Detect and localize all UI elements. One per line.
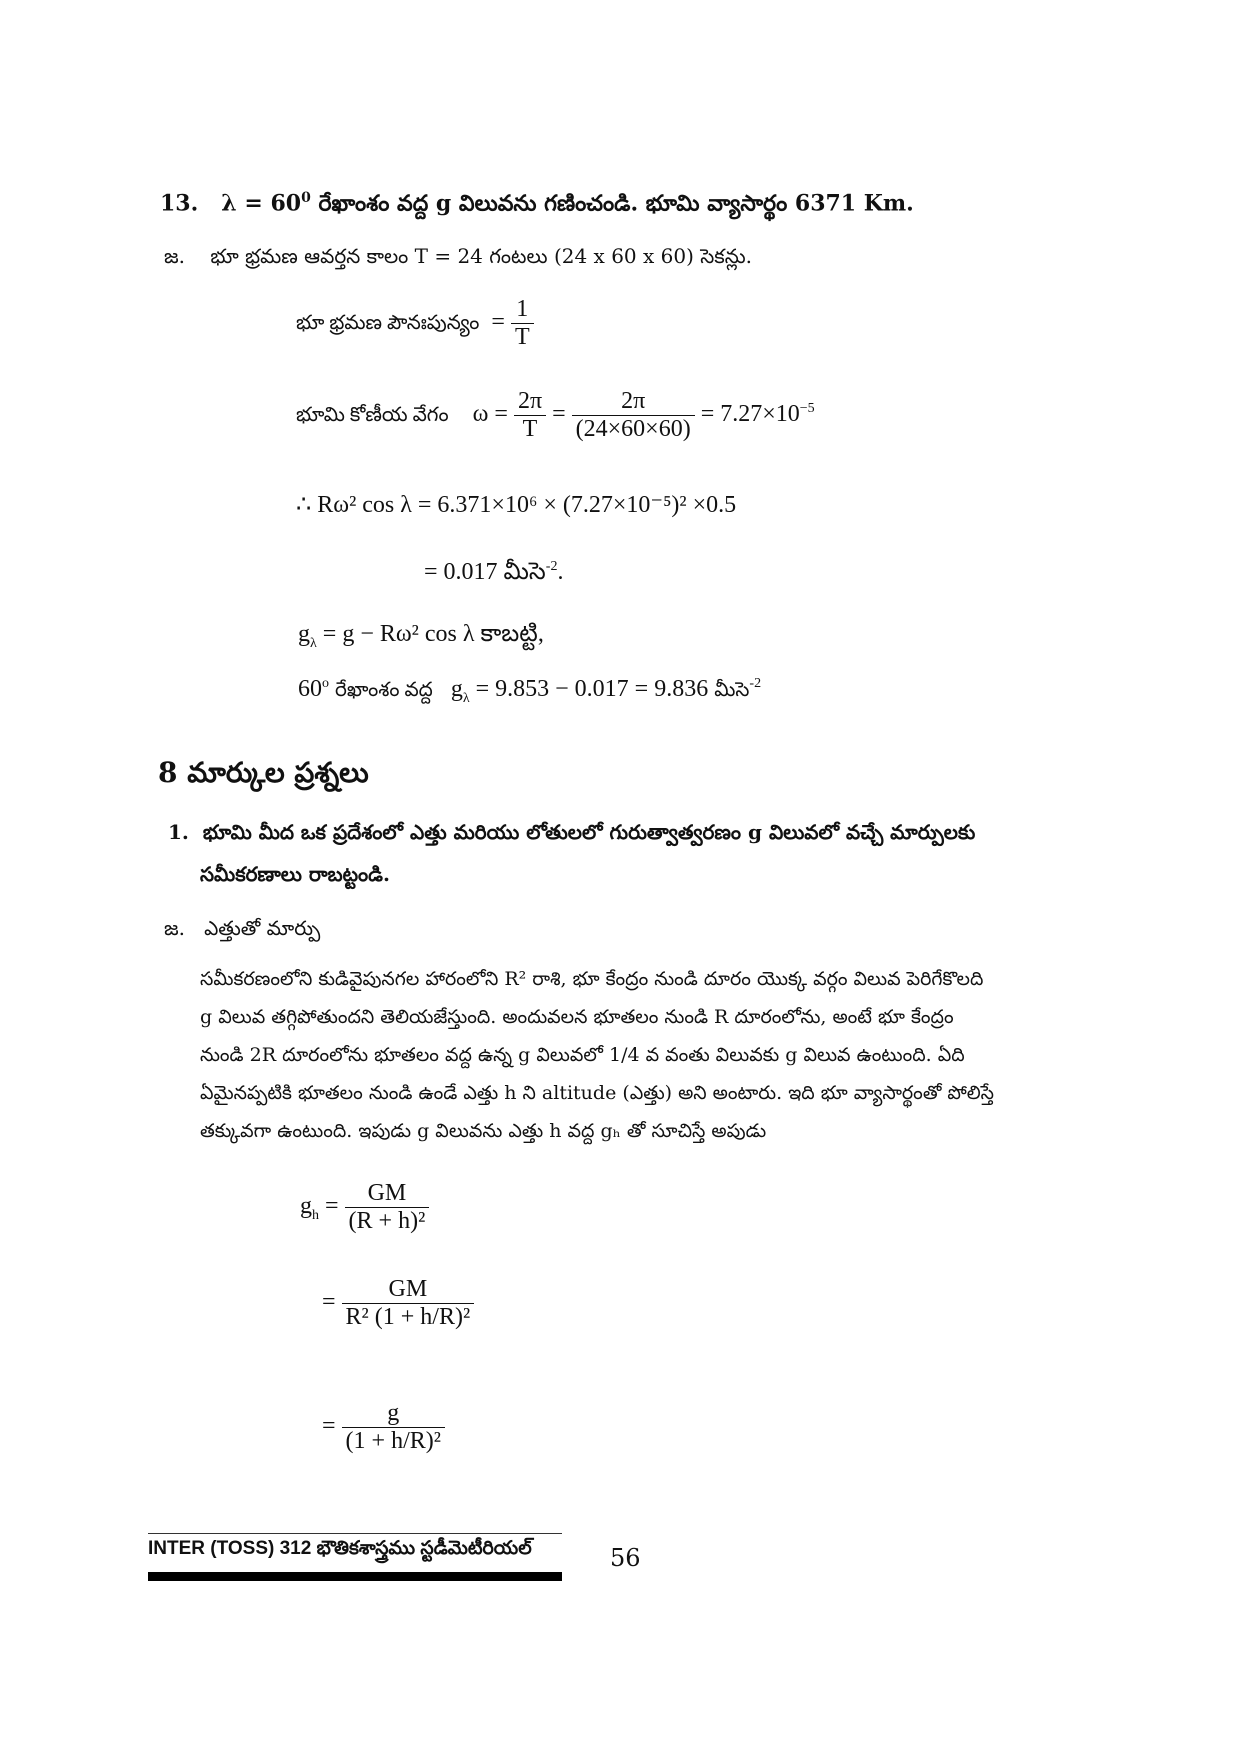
g-symbol: g bbox=[298, 621, 310, 647]
fraction-numerator: 1 bbox=[511, 296, 534, 324]
degree-superscript: 0 bbox=[301, 190, 311, 206]
paragraph-line: తక్కువగా ఉంటుంది. ఇపుడు g విలువను ఎత్తు h వద్ద gₕ తో సూచిస్తే అపుడు bbox=[200, 1120, 767, 1142]
omega-lhs: ω = bbox=[472, 401, 508, 428]
fraction-numerator: g bbox=[342, 1400, 445, 1428]
intro-text: భూ భ్రమణ ఆవర్తన కాలం T = 24 గంటలు (24 x 60 x 60) సెకన్లు. bbox=[210, 244, 753, 268]
omega-exponent: −5 bbox=[799, 401, 815, 417]
h-subscript: h bbox=[312, 1207, 319, 1223]
angular-velocity-equation: భూమి కోణీయ వేగం ω = $\frac{2\pi}{T}$ = $\frac{2\pi}{(24\times 60\times 60)}$ = $7.27\times 10^{-5}$ bbox=[296, 388, 815, 442]
answer-label: జ. bbox=[164, 244, 185, 268]
gh-fraction-1 bbox=[345, 1180, 430, 1235]
omega-label: భూమి కోణీయ వేగం bbox=[296, 404, 449, 427]
equals-sign: = bbox=[325, 1193, 339, 1220]
fraction-numerator: 2π bbox=[514, 388, 546, 416]
g-symbol: g bbox=[300, 1193, 312, 1220]
question-13 bbox=[160, 190, 914, 221]
question-1 bbox=[168, 820, 1098, 849]
degree-superscript: o bbox=[322, 676, 329, 691]
frequency-fraction bbox=[511, 296, 534, 351]
fraction-numerator: GM bbox=[342, 1276, 475, 1304]
centripetal-result bbox=[424, 558, 563, 591]
fraction-denominator: R² (1 + h/R)² bbox=[345, 1304, 471, 1330]
question-text-line1: భూమి మీద ఒక ప్రదేశంలో ఎత్తు మరియు లోతులలో గురుత్వాత్వరణం g విలువలో వచ్చే మార్పులకు bbox=[202, 820, 976, 844]
result-end: . bbox=[557, 559, 564, 585]
answer-1-heading bbox=[164, 916, 320, 945]
gh-equation-1 bbox=[300, 1180, 429, 1235]
gh-equation-2 bbox=[322, 1276, 474, 1331]
gh-equation-3 bbox=[322, 1400, 445, 1455]
answer-13-intro bbox=[164, 244, 752, 273]
result-exponent: -2 bbox=[545, 559, 558, 574]
centripetal-equation: ∴ Rω² cos λ = 6.371×10⁶ × (7.27×10⁻⁵)² ×0.5 bbox=[296, 492, 737, 518]
g-symbol: g bbox=[450, 676, 463, 702]
answer-paragraph bbox=[200, 960, 1100, 1150]
page-number: 56 bbox=[610, 1544, 641, 1572]
unit-exponent: -2 bbox=[749, 676, 762, 691]
question-number: 13. bbox=[160, 190, 199, 217]
answer-label: జ. bbox=[164, 916, 185, 940]
g-lambda-equation bbox=[298, 620, 544, 653]
fraction-denominator: T bbox=[514, 324, 530, 350]
g-lambda-rest: = g − Rω² cos λ కాబట్టి, bbox=[322, 621, 544, 647]
section-heading: 8 మార్కుల ప్రశ్నలు bbox=[158, 756, 369, 789]
latitude-label: రేఖాంశం వద్ద bbox=[335, 679, 433, 701]
question-text: రేఖాంశం వద్ద g విలువను గణించండి. భూమి వ్యాసార్థం 6371 Km. bbox=[318, 190, 914, 217]
fraction-numerator: 2π bbox=[572, 388, 695, 416]
footer-rule-thin bbox=[148, 1533, 562, 1534]
frequency-equation: భూ భ్రమణ పౌనఃపున్యం = $\frac{1}{T}$ bbox=[296, 296, 534, 351]
fraction-denominator: (24×60×60) bbox=[575, 416, 691, 442]
gh-fraction-2 bbox=[342, 1276, 475, 1331]
fraction-denominator: (1 + h/R)² bbox=[345, 1428, 441, 1454]
lambda-subscript: λ bbox=[462, 690, 470, 706]
fraction-denominator: (R + h)² bbox=[348, 1208, 426, 1234]
omega-fraction-2 bbox=[572, 388, 695, 443]
paragraph-line: ఏమైనప్పటికి భూతలం నుండి ఉండే ఎత్తు h ని altitude (ఎత్తు) అని అంటారు. ఇది భూ వ్యాసార్థంతో పోలిస్తే bbox=[200, 1082, 995, 1104]
paragraph-line: g విలువ తగ్గిపోతుందని తెలియజేస్తుంది. అందువలన భూతలం నుండి R దూరంలోను, అంటే భూ కేంద్రం bbox=[200, 1006, 954, 1028]
footer-rule-thick bbox=[148, 1572, 562, 1581]
result-text: = 0.017 మీసె bbox=[424, 559, 546, 585]
fraction-denominator: T bbox=[522, 416, 538, 442]
lambda-subscript: λ bbox=[310, 635, 317, 651]
omega-fraction-1 bbox=[514, 388, 546, 443]
question-1-line2: సమీకరణాలు రాబట్టండి. bbox=[200, 862, 390, 886]
fraction-numerator: GM bbox=[345, 1180, 430, 1208]
answer-subheading: ఎత్తుతో మార్పు bbox=[204, 916, 321, 940]
latitude-value: 60 bbox=[298, 676, 322, 702]
gh-fraction-3 bbox=[342, 1400, 445, 1455]
equals-sign: = bbox=[322, 1413, 336, 1440]
final-result bbox=[298, 676, 761, 707]
final-calculation: = 9.853 − 0.017 = 9.836 bbox=[475, 676, 709, 702]
lambda-equation: λ = 60 bbox=[221, 190, 302, 217]
unit-label: మీసె bbox=[714, 679, 750, 701]
omega-result: = 7.27×10 bbox=[700, 401, 800, 428]
paragraph-line: సమీకరణంలోని కుడివైపునగల హారంలోని R² రాశి, భూ కేంద్రం నుండి దూరం యొక్క వర్గం విలువ పెరిగేకొలది bbox=[200, 968, 984, 990]
footer-title: INTER (TOSS) 312 భౌతికశాస్త్రము స్టడీమెటీరియల్ bbox=[148, 1538, 532, 1559]
question-number: 1. bbox=[168, 820, 189, 844]
equals-sign: = bbox=[322, 1289, 336, 1316]
paragraph-line: నుండి 2R దూరంలోను భూతలం వద్ద ఉన్న g విలువలో 1/4 వ వంతు విలువకు g విలువ ఉంటుంది. ఏది bbox=[200, 1044, 965, 1066]
frequency-label: భూ భ్రమణ పౌనఃపున్యం bbox=[296, 312, 480, 335]
